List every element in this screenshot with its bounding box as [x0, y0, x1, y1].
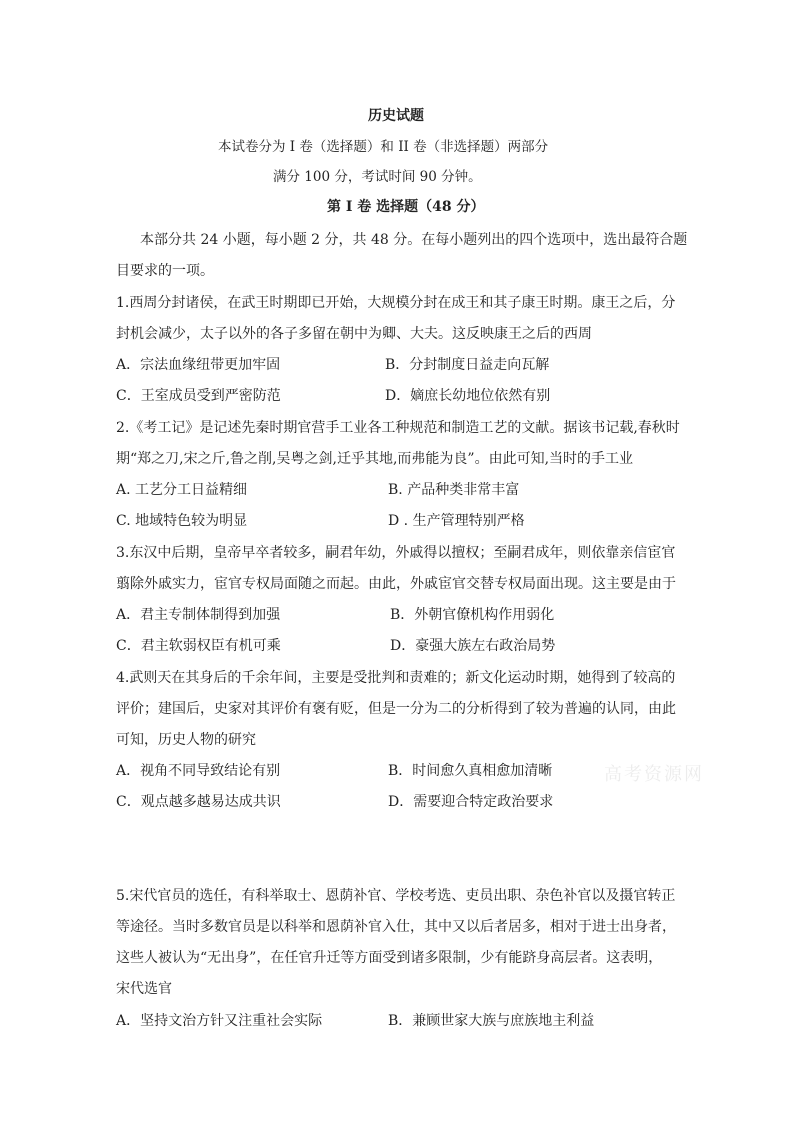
question-4-text: 可知，历史人物的研究	[116, 732, 256, 748]
question-5-text: 这些人被认为“无出身”，在任官升迁等方面受到诸多限制，少有能跻身高层者。这表明，	[116, 950, 663, 966]
question-3-option-d[interactable]: D．豪强大族左右政治局势	[390, 638, 556, 654]
intro-line: 本部分共 24 小题，每小题 2 分，共 48 分。在每小题列出的四个选项中，选出最符合题	[140, 232, 688, 248]
question-2-text: 2.《考工记》是记述先秦时期官营手工业各工种规范和制造工艺的文献。据该书记载,春秋时	[116, 420, 680, 436]
question-5-option-a[interactable]: A．坚持文治方针又注重社会实际	[116, 1013, 323, 1029]
question-3-text: 3.东汉中后期，皇帝早卒者较多，嗣君年幼，外戚得以擅权；至嗣君成年，则依靠亲信宦官	[116, 545, 676, 561]
exam-score-time-note: 满分 100 分，考试时间 90 分钟。	[273, 169, 482, 185]
question-1-option-d[interactable]: D．嫡庶长幼地位依然有别	[385, 388, 551, 404]
question-4-text: 4.武则天在其身后的千余年间，主要是受批判和责难的；新文化运动时期，她得到了较高的	[116, 670, 676, 686]
question-1-option-b[interactable]: B．分封制度日益走向瓦解	[385, 357, 550, 373]
question-1-option-a[interactable]: A．宗法血缘纽带更加牢固	[116, 357, 281, 373]
question-4-option-c[interactable]: C．观点越多越易达成共识	[116, 794, 281, 810]
question-4-text: 评价；建国后，史家对其评价有褒有贬，但是一分为二的分析得到了较为普遍的认同，由此	[116, 701, 676, 717]
question-3-text: 翦除外戚实力，宦官专权局面随之而起。由此，外戚宦官交替专权局面出现。这主要是由于	[116, 576, 676, 592]
question-4-option-a[interactable]: A．视角不同导致结论有别	[116, 763, 281, 779]
question-2-option-b[interactable]: B. 产品种类非常丰富	[388, 482, 520, 498]
question-1-option-c[interactable]: C．王室成员受到严密防范	[116, 388, 281, 404]
question-3-option-b[interactable]: B．外朝官僚机构作用弱化	[390, 607, 555, 623]
question-1-text: 1.西周分封诸侯，在武王时期即已开始，大规模分封在成王和其子康王时期。康王之后，分	[116, 295, 676, 311]
page-title: 历史试题	[368, 108, 424, 124]
question-1-text: 封机会减少，太子以外的各子多留在朝中为卿、大夫。这反映康王之后的西周	[116, 326, 592, 342]
question-5-text: 宋代选官	[116, 981, 172, 997]
question-5-option-b[interactable]: B．兼顾世家大族与庶族地主利益	[388, 1013, 595, 1029]
question-2-option-a[interactable]: A. 工艺分工日益精细	[116, 482, 248, 498]
question-2-option-d[interactable]: D . 生产管理特别严格	[388, 513, 525, 529]
question-4-option-b[interactable]: B．时间愈久真相愈加清晰	[388, 763, 553, 779]
section-title: 第 I 卷 选择题（48 分）	[327, 199, 485, 215]
exam-structure-note: 本试卷分为 I 卷（选择题）和 II 卷（非选择题）两部分	[218, 139, 549, 155]
question-2-option-c[interactable]: C. 地域特色较为明显	[116, 513, 248, 529]
question-5-text: 等途径。当时多数官员是以科举和恩荫补官入仕，其中又以后者居多，相对于进士出身者，	[116, 919, 676, 935]
question-3-option-c[interactable]: C．君主软弱权臣有机可乘	[116, 638, 281, 654]
question-5-text: 5.宋代官员的选任，有科举取士、恩荫补官、学校考选、吏员出职、杂色补官以及摄官转正	[116, 888, 676, 904]
intro-line: 目要求的一项。	[116, 263, 214, 279]
question-2-text: 期“郑之刀,宋之斤,鲁之削,吴粤之剑,迁乎其地,而弗能为良”。由此可知,当时的手工业	[116, 451, 634, 467]
watermark: 高考资源网	[604, 764, 704, 785]
question-4-option-d[interactable]: D．需要迎合特定政治要求	[388, 794, 554, 810]
question-3-option-a[interactable]: A．君主专制体制得到加强	[116, 607, 281, 623]
